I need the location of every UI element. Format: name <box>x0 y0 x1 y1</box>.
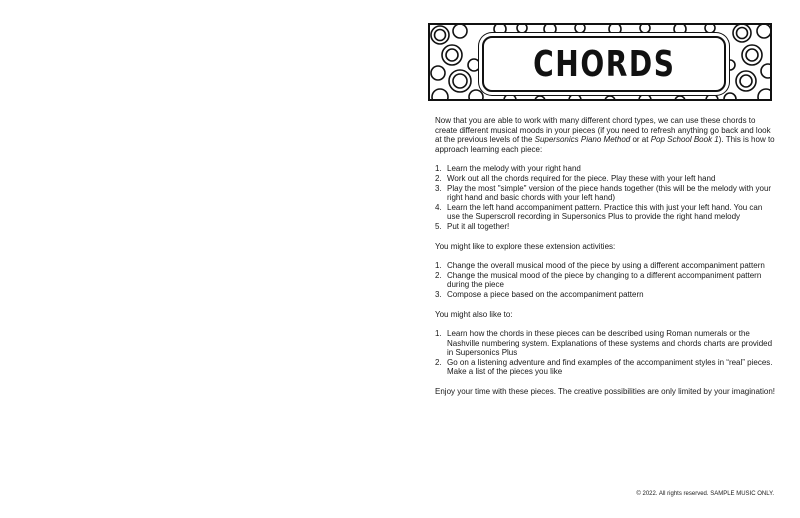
page-title: CHORDS <box>532 43 676 85</box>
list-item: 1. Learn the melody with your right hand <box>435 164 581 174</box>
list-item: 1. Change the overall musical mood of the piece by using a different accompaniment pattern <box>435 261 765 271</box>
extensions-intro: You might like to explore these extension activities: <box>435 241 616 251</box>
list-item: 3. Compose a piece based on the accompaniment pattern <box>435 289 644 299</box>
title-box <box>482 36 726 92</box>
intro-book-title: Supersonics Piano Method <box>534 135 631 145</box>
copyright-footer: © 2022. All rights reserved. SAMPLE MUSIC ONLY. <box>636 491 774 497</box>
list-item: 4. Learn the left hand accompaniment pattern. Practice this with just your left hand. You can use the Superscroll recording in Supersonics Plus to provide the right hand melody <box>435 202 763 222</box>
intro-paragraph <box>435 116 775 154</box>
intro-text: ). This is how to approach learning each piece: <box>435 135 775 154</box>
list-item: 3. Play the most "simple" version of the piece hands together (this will be the melody with your right hand and basic chords with your left hand) <box>435 183 772 203</box>
intro-text: Now that you are able to work with many different chord types, we can use these chords to create different musical moods in your pieces (if you need to refresh anything go back and look at the previous levels of the <box>435 116 771 145</box>
list-item: 2. Change the musical mood of the piece by changing to a different accompaniment pattern during the piece <box>435 270 762 290</box>
extensions-list <box>435 261 775 299</box>
intro-book-title: Pop School Book 1 <box>650 135 719 145</box>
list-item: 1. Learn how the chords in these pieces can be described using Roman numerals or the Nashville numbering system. Explanations of these systems and chords charts are provided in Supersonics Plus <box>435 329 773 358</box>
closing-paragraph: Enjoy your time with these pieces. The creative possibilities are only limited by your imagination! <box>435 387 776 397</box>
main-content <box>435 116 775 407</box>
list-item: 2. Work out all the chords required for the piece. Play these with your left hand <box>435 173 716 183</box>
list-item: 2. Go on a listening adventure and find examples of the accompaniment styles in “real” pieces. Make a list of the pieces you like <box>435 357 773 377</box>
also-intro: You might also like to: <box>435 309 513 319</box>
also-list <box>435 329 775 377</box>
intro-text: or at <box>630 135 651 145</box>
list-item: 5. Put it all together! <box>435 221 510 231</box>
title-banner <box>428 23 772 101</box>
steps-list <box>435 164 775 231</box>
